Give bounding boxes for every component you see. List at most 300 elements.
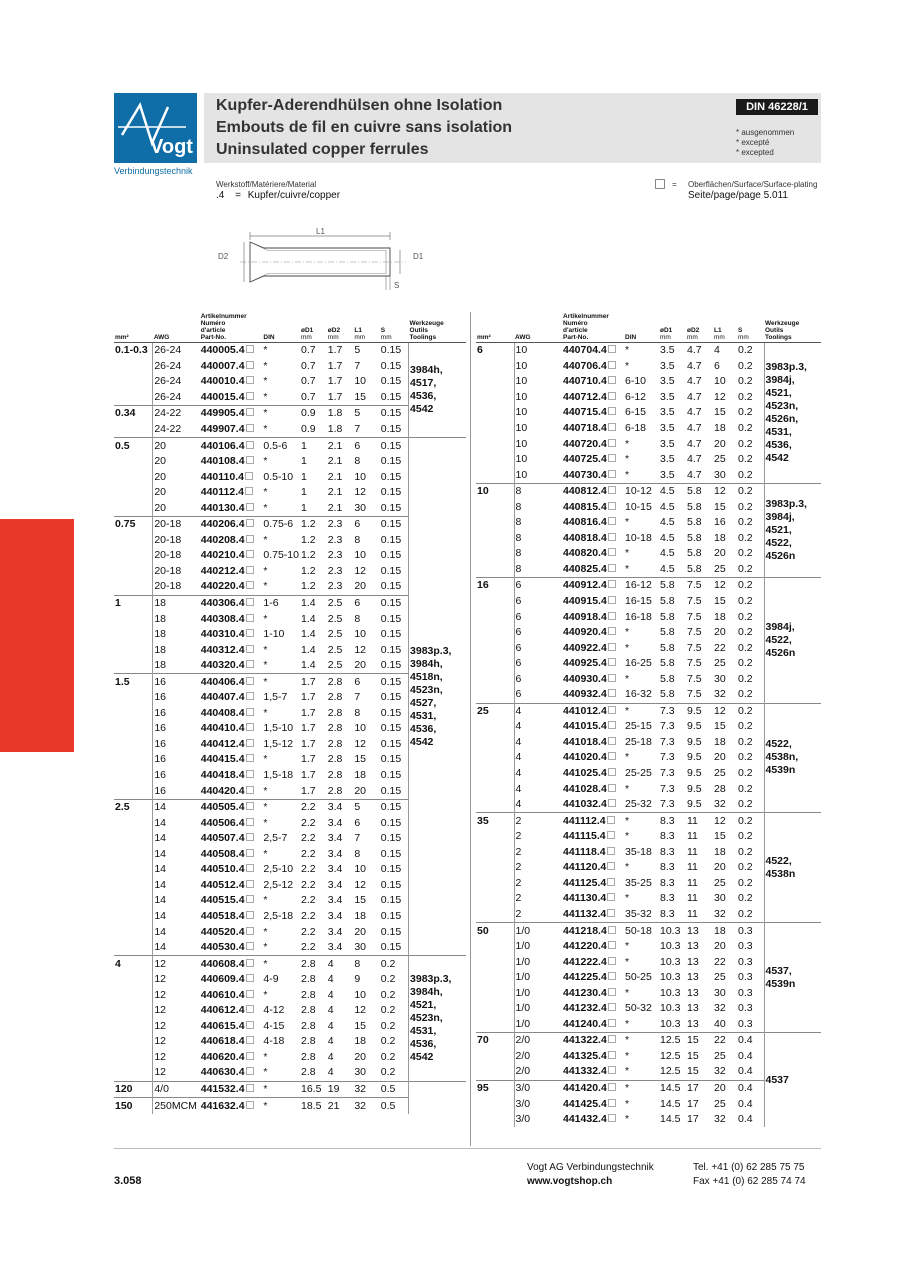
awg-cell: 20-18: [153, 533, 200, 549]
awg-cell: 14: [153, 924, 200, 940]
awg-cell: 10: [514, 421, 562, 437]
cross-section-cell: [476, 452, 514, 468]
d2-cell: 1.7: [327, 375, 343, 388]
awg-cell: 14: [153, 815, 200, 831]
d2-cell: 4.7: [687, 422, 702, 434]
d1-cell: 1.7: [301, 769, 316, 782]
s-cell: 0.3: [738, 971, 753, 984]
part-number-cell: 441220.4: [562, 939, 624, 955]
cross-section-cell: 1.5: [114, 674, 153, 690]
part-number-cell: 441018.4: [562, 735, 624, 751]
l1-cell: 10: [714, 375, 726, 388]
s-cell: 0.2: [738, 861, 753, 874]
table-row: [476, 483, 821, 499]
cross-section-cell: 0.5: [114, 438, 153, 454]
awg-cell: 12: [153, 1065, 200, 1081]
din-cell: 0.5-6: [262, 438, 300, 454]
part-number-cell: 441112.4: [562, 813, 624, 829]
cross-section-cell: [114, 940, 153, 956]
d2-cell: 9.5: [687, 735, 702, 748]
plating-icon: [607, 893, 615, 901]
din-cell: *: [263, 941, 268, 954]
plating-icon: [246, 535, 254, 543]
tools-cell: 4537, 4539n: [764, 923, 821, 1033]
plating-icon: [246, 786, 254, 794]
s-cell: 0.2: [738, 562, 753, 575]
part-number-cell: 440718.4: [562, 421, 624, 437]
l1-cell: 30: [354, 941, 367, 954]
l1-cell: 30: [714, 672, 726, 685]
footer-website[interactable]: www.vogtshop.ch: [527, 1176, 613, 1187]
d2-cell: 4.7: [687, 375, 702, 388]
awg-cell: 14: [153, 847, 200, 863]
title-de: Kupfer-Aderendhülsen ohne Isolation: [216, 97, 503, 114]
s-cell: 0.2: [738, 390, 753, 403]
cross-section-cell: [114, 737, 153, 753]
d1-cell: 3.5: [660, 375, 675, 388]
part-number-cell: 440706.4: [562, 359, 624, 375]
l1-cell: 20: [714, 437, 726, 450]
awg-cell: 12: [153, 956, 200, 972]
s-cell: 0.15: [380, 501, 402, 514]
cross-section-cell: [476, 625, 514, 641]
s-cell: 0.4: [737, 1080, 764, 1096]
part-number-cell: 440918.4: [562, 609, 624, 625]
s-cell: 0.2: [738, 468, 753, 481]
cross-section-cell: [476, 656, 514, 672]
cross-section-cell: [114, 768, 153, 784]
din-cell: 50-18: [624, 923, 659, 939]
table-row: [476, 343, 821, 359]
d1-cell: 2.2: [301, 863, 316, 876]
d1-cell: 2.2: [301, 925, 316, 938]
part-number-cell: 440406.4: [200, 674, 263, 690]
d1-cell: 2.8: [301, 1019, 316, 1032]
s-cell: 0.15: [380, 423, 402, 435]
awg-cell: 8: [514, 562, 562, 578]
cross-section-cell: 10: [476, 483, 514, 499]
d2-cell: 2.1: [327, 501, 343, 514]
din-cell: *: [263, 375, 268, 388]
awg-cell: 24-22: [153, 406, 200, 422]
awg-cell: 4: [514, 750, 562, 766]
cross-section-cell: [476, 970, 514, 986]
plating-icon: [608, 596, 616, 604]
awg-cell: 10: [514, 374, 562, 390]
plating-icon: [608, 1035, 616, 1043]
cross-section-cell: [476, 860, 514, 876]
s-cell: 0.3: [737, 923, 764, 939]
l1-cell: 10: [354, 722, 367, 735]
plating-icon: [246, 660, 254, 668]
l1-cell: 32: [714, 798, 726, 811]
d2-cell: 2.8: [327, 753, 343, 766]
l1-cell: 12: [714, 390, 726, 403]
d2-cell: 2.8: [327, 769, 343, 782]
plating-icon: [246, 754, 254, 762]
d2-cell: 17: [687, 1097, 699, 1110]
cross-section-cell: [476, 421, 514, 437]
exception-en: * excepted: [736, 148, 774, 157]
din-cell: *: [262, 343, 300, 359]
l1-cell: 22: [714, 955, 726, 968]
din-standard-badge: DIN 46228/1: [736, 99, 818, 115]
plating-icon: [246, 677, 254, 685]
awg-cell: 18: [153, 658, 200, 674]
d2-cell: 4.7: [687, 390, 702, 403]
plating-icon: [608, 721, 616, 729]
cross-section-cell: [114, 548, 153, 564]
din-cell: *: [625, 751, 630, 764]
s-cell: 0.15: [380, 390, 402, 403]
l1-cell: 20: [354, 925, 367, 938]
part-number-cell: 440518.4: [200, 909, 263, 925]
d2-cell: 13: [686, 923, 713, 939]
s-cell: 0.15: [380, 628, 402, 641]
awg-cell: 250MCM: [153, 1098, 200, 1114]
d1-cell: 0.7: [300, 343, 327, 359]
part-number-cell: 441332.4: [562, 1064, 624, 1080]
l1-cell: 20: [354, 580, 367, 593]
d2-cell: 7.5: [687, 626, 702, 639]
s-cell: 0.15: [380, 343, 409, 359]
plating-icon: [246, 519, 254, 527]
awg-cell: 20: [153, 469, 200, 485]
din-cell: *: [263, 847, 268, 860]
plating-icon: [608, 376, 616, 384]
d2-cell: 4: [327, 973, 334, 986]
l1-cell: 10: [354, 470, 367, 483]
d2-cell: 4: [327, 1004, 334, 1017]
s-cell: 0.2: [737, 343, 764, 359]
part-number-cell: 440412.4: [200, 737, 263, 753]
awg-cell: 2: [514, 813, 562, 829]
l1-cell: 5: [353, 406, 379, 422]
l1-cell: 6: [354, 816, 361, 829]
d2-cell: 3.4: [327, 909, 343, 922]
d2-cell: 9.5: [686, 703, 713, 719]
s-cell: 0.15: [380, 925, 402, 938]
awg-cell: 14: [153, 799, 200, 815]
din-cell: *: [625, 1065, 630, 1078]
awg-cell: 18: [153, 642, 200, 658]
s-cell: 0.15: [380, 753, 402, 766]
part-number-cell: 440010.4: [200, 374, 263, 390]
s-cell: 0.2: [738, 720, 753, 733]
d2-cell: 2.1: [327, 455, 343, 468]
plating-icon: [246, 1084, 254, 1092]
part-number-cell: 440005.4: [200, 343, 263, 359]
din-cell: 25-15: [625, 720, 652, 733]
awg-cell: 6: [514, 687, 562, 703]
dim-s: S: [394, 281, 400, 290]
d2-cell: 15: [687, 1065, 699, 1078]
din-cell: 0.75-10: [263, 549, 299, 562]
awg-cell: 8: [514, 531, 562, 547]
d1-cell: 1.7: [301, 753, 316, 766]
l1-cell: 10: [354, 863, 367, 876]
part-number-cell: 440130.4: [200, 500, 263, 516]
plating-icon: [608, 752, 616, 760]
plating-icon: [608, 564, 616, 572]
cross-section-cell: [476, 891, 514, 907]
part-number-cell: 440415.4: [200, 752, 263, 768]
plating-icon: [246, 927, 254, 935]
l1-cell: 15: [714, 406, 726, 419]
cross-section-cell: 6: [476, 343, 514, 359]
cross-section-cell: [476, 436, 514, 452]
d1-cell: 5.8: [660, 626, 675, 639]
plating-icon: [246, 598, 254, 606]
part-number-cell: 440820.4: [562, 546, 624, 562]
cross-section-cell: [114, 987, 153, 1003]
din-cell: *: [625, 986, 630, 999]
part-number-cell: 440110.4: [200, 469, 263, 485]
l1-cell: 30: [354, 1066, 367, 1079]
d2-cell: 13: [687, 955, 699, 968]
d2-cell: 9.5: [687, 798, 702, 811]
d2-cell: 5.8: [687, 562, 702, 575]
footer-fax: Fax +41 (0) 62 285 74 74: [693, 1176, 806, 1187]
part-number-cell: 441420.4: [562, 1080, 624, 1096]
l1-cell: 20: [713, 1080, 737, 1096]
awg-cell: 24-22: [153, 422, 200, 438]
din-cell: 10-12: [624, 483, 659, 499]
din-cell: 6-10: [625, 375, 647, 388]
s-cell: 0.2: [738, 626, 753, 639]
din-cell: 2,5-12: [263, 878, 294, 891]
din-cell: *: [625, 861, 630, 874]
part-number-cell: 440925.4: [562, 656, 624, 672]
cross-section-cell: [476, 531, 514, 547]
part-number-cell: 440609.4: [200, 972, 263, 988]
l1-cell: 20: [714, 940, 726, 953]
din-cell: 16-18: [625, 610, 652, 623]
d2-cell: 4.7: [687, 359, 702, 372]
d1-cell: 2.2: [301, 832, 316, 845]
s-cell: 0.2: [738, 500, 753, 513]
part-number-cell: 440720.4: [562, 436, 624, 452]
awg-cell: 26-24: [153, 390, 200, 406]
din-cell: 2,5-18: [263, 909, 294, 922]
s-cell: 0.3: [738, 1002, 753, 1015]
s-cell: 0.15: [380, 659, 402, 672]
s-cell: 0.15: [380, 894, 402, 907]
awg-cell: 2: [514, 876, 562, 892]
cross-section-cell: [476, 640, 514, 656]
plating-icon: [246, 566, 254, 574]
cross-section-cell: [114, 500, 153, 516]
plating-icon: [246, 802, 254, 810]
s-cell: 0.2: [737, 703, 764, 719]
part-number-cell: 440730.4: [562, 467, 624, 483]
tools-cell: 3983p.3, 3984j, 4521, 4522, 4526n: [764, 483, 821, 577]
part-number-cell: 441020.4: [562, 750, 624, 766]
plating-icon: [608, 1114, 616, 1122]
plating-icon: [246, 1005, 254, 1013]
tools-cell: 3983p.3, 3984j, 4521, 4523n, 4526n, 4531, 4536, 4542: [764, 343, 821, 484]
part-number-cell: 440108.4: [200, 454, 263, 470]
part-number-cell: 440407.4: [200, 690, 263, 706]
table-row: [476, 578, 821, 594]
awg-cell: 20: [153, 500, 200, 516]
l1-cell: 10: [354, 549, 367, 562]
awg-cell: 20: [153, 438, 200, 454]
d1-cell: 2.2: [301, 894, 316, 907]
l1-cell: 12: [354, 1004, 367, 1017]
d1-cell: 7.3: [660, 720, 675, 733]
din-cell: *: [262, 799, 300, 815]
cross-section-cell: [476, 1064, 514, 1080]
s-cell: 0.15: [380, 359, 402, 372]
s-cell: 0.2: [738, 688, 753, 701]
part-number-cell: 440710.4: [562, 374, 624, 390]
s-cell: 0.2: [738, 767, 753, 780]
ferrule-diagram: [210, 222, 430, 297]
din-cell: 4-9: [263, 973, 279, 986]
l1-cell: 8: [354, 533, 361, 546]
plating-icon: [608, 674, 616, 682]
d1-cell: 7.3: [660, 735, 675, 748]
d1-cell: 0.9: [301, 423, 316, 435]
l1-cell: 30: [714, 892, 726, 905]
d1-cell: 1.4: [301, 643, 316, 656]
d1-cell: 7.3: [660, 782, 675, 795]
plating-icon: [246, 581, 254, 589]
d1-cell: 14.5: [660, 1113, 681, 1126]
l1-cell: 10: [354, 628, 367, 641]
l1-cell: 5: [353, 799, 379, 815]
column-divider: [470, 312, 471, 1146]
l1-cell: 25: [714, 657, 726, 670]
d2-cell: 9.5: [687, 782, 702, 795]
cross-section-cell: [114, 706, 153, 722]
cross-section-cell: [476, 735, 514, 751]
part-number-cell: 440320.4: [200, 658, 263, 674]
plating-icon: [608, 454, 616, 462]
cross-section-cell: [114, 1050, 153, 1066]
awg-cell: 3/0: [514, 1080, 562, 1096]
s-cell: 0.15: [380, 941, 402, 954]
awg-cell: 6: [514, 609, 562, 625]
s-cell: 0.2: [738, 735, 753, 748]
d1-cell: 3.5: [660, 359, 675, 372]
d2-cell: 3.4: [327, 941, 343, 954]
l1-cell: 25: [714, 1097, 726, 1110]
part-number-cell: 440704.4: [562, 343, 624, 359]
d1-cell: 2.2: [301, 816, 316, 829]
s-cell: 0.2: [738, 375, 753, 388]
l1-cell: 12: [354, 643, 367, 656]
d2-cell: 11: [686, 813, 713, 829]
cross-section-cell: [114, 831, 153, 847]
s-cell: 0.2: [738, 907, 753, 920]
d1-cell: 2.8: [301, 1004, 316, 1017]
s-cell: 0.15: [380, 580, 402, 593]
awg-cell: 12: [153, 987, 200, 1003]
table-body-left: [114, 343, 466, 1114]
s-cell: 0.2: [738, 672, 753, 685]
part-number-cell: 440920.4: [562, 625, 624, 641]
part-number-cell: 440112.4: [200, 485, 263, 501]
cross-section-cell: [114, 485, 153, 501]
d1-cell: 5.8: [660, 641, 675, 654]
l1-cell: 32: [714, 1113, 726, 1126]
plating-icon: [608, 502, 616, 510]
tools-cell: 3983p.3, 3984h, 4521, 4523n, 4531, 4536, 4542: [409, 956, 466, 1081]
d2-cell: 7.5: [687, 688, 702, 701]
l1-cell: 8: [353, 956, 379, 972]
d1-cell: 3.5: [660, 422, 675, 434]
l1-cell: 12: [354, 878, 367, 891]
d1-cell: 8.3: [660, 845, 675, 858]
cross-section-cell: [476, 876, 514, 892]
d1-cell: 3.5: [660, 453, 675, 466]
d2-cell: 7.5: [686, 578, 713, 594]
plating-icon: [608, 768, 616, 776]
d1-cell: 1.2: [301, 533, 316, 546]
part-number-cell: 440618.4: [200, 1034, 263, 1050]
din-cell: 35-18: [625, 845, 652, 858]
d2-cell: 3.4: [327, 878, 343, 891]
cross-section-cell: [114, 1065, 153, 1081]
l1-cell: 32: [714, 907, 726, 920]
part-number-cell: 441132.4: [562, 907, 624, 923]
awg-cell: 1/0: [514, 939, 562, 955]
cross-section-cell: [114, 1034, 153, 1050]
plating-icon: [608, 1051, 616, 1059]
awg-cell: 2: [514, 907, 562, 923]
cross-section-cell: [476, 546, 514, 562]
plating-icon: [608, 972, 616, 980]
cross-section-cell: [114, 533, 153, 549]
cross-section-cell: [476, 1017, 514, 1033]
table-row: [114, 1081, 466, 1098]
plating-icon: [246, 361, 254, 369]
part-number-cell: 440725.4: [562, 452, 624, 468]
l1-cell: 25: [714, 876, 726, 889]
awg-cell: 14: [153, 940, 200, 956]
plating-icon: [246, 1067, 254, 1075]
d2-cell: 2.5: [327, 643, 343, 656]
awg-cell: 12: [153, 1034, 200, 1050]
d2-cell: 2.1: [327, 470, 343, 483]
s-cell: 0.15: [380, 643, 402, 656]
part-number-cell: 441130.4: [562, 891, 624, 907]
l1-cell: 20: [714, 751, 726, 764]
part-number-cell: 441322.4: [562, 1033, 624, 1049]
d1-cell: 10.3: [660, 986, 681, 999]
awg-cell: 16: [153, 721, 200, 737]
d1-cell: 4.5: [660, 516, 675, 529]
s-cell: 0.2: [738, 610, 753, 623]
l1-cell: 8: [354, 847, 361, 860]
l1-cell: 18: [714, 735, 726, 748]
part-number-cell: 449905.4: [200, 406, 263, 422]
d1-cell: 7.3: [660, 798, 675, 811]
tools-cell: [409, 1081, 466, 1114]
part-number-cell: 441432.4: [562, 1112, 624, 1128]
d1-cell: 7.3: [660, 751, 675, 764]
din-cell: 16-15: [625, 595, 652, 608]
d1-cell: 5.8: [660, 672, 675, 685]
awg-cell: 4/0: [153, 1081, 200, 1098]
l1-cell: 30: [354, 501, 367, 514]
s-cell: 0.2: [380, 988, 396, 1001]
awg-cell: 8: [514, 546, 562, 562]
cross-section-cell: [114, 564, 153, 580]
s-cell: 0.2: [737, 578, 764, 594]
